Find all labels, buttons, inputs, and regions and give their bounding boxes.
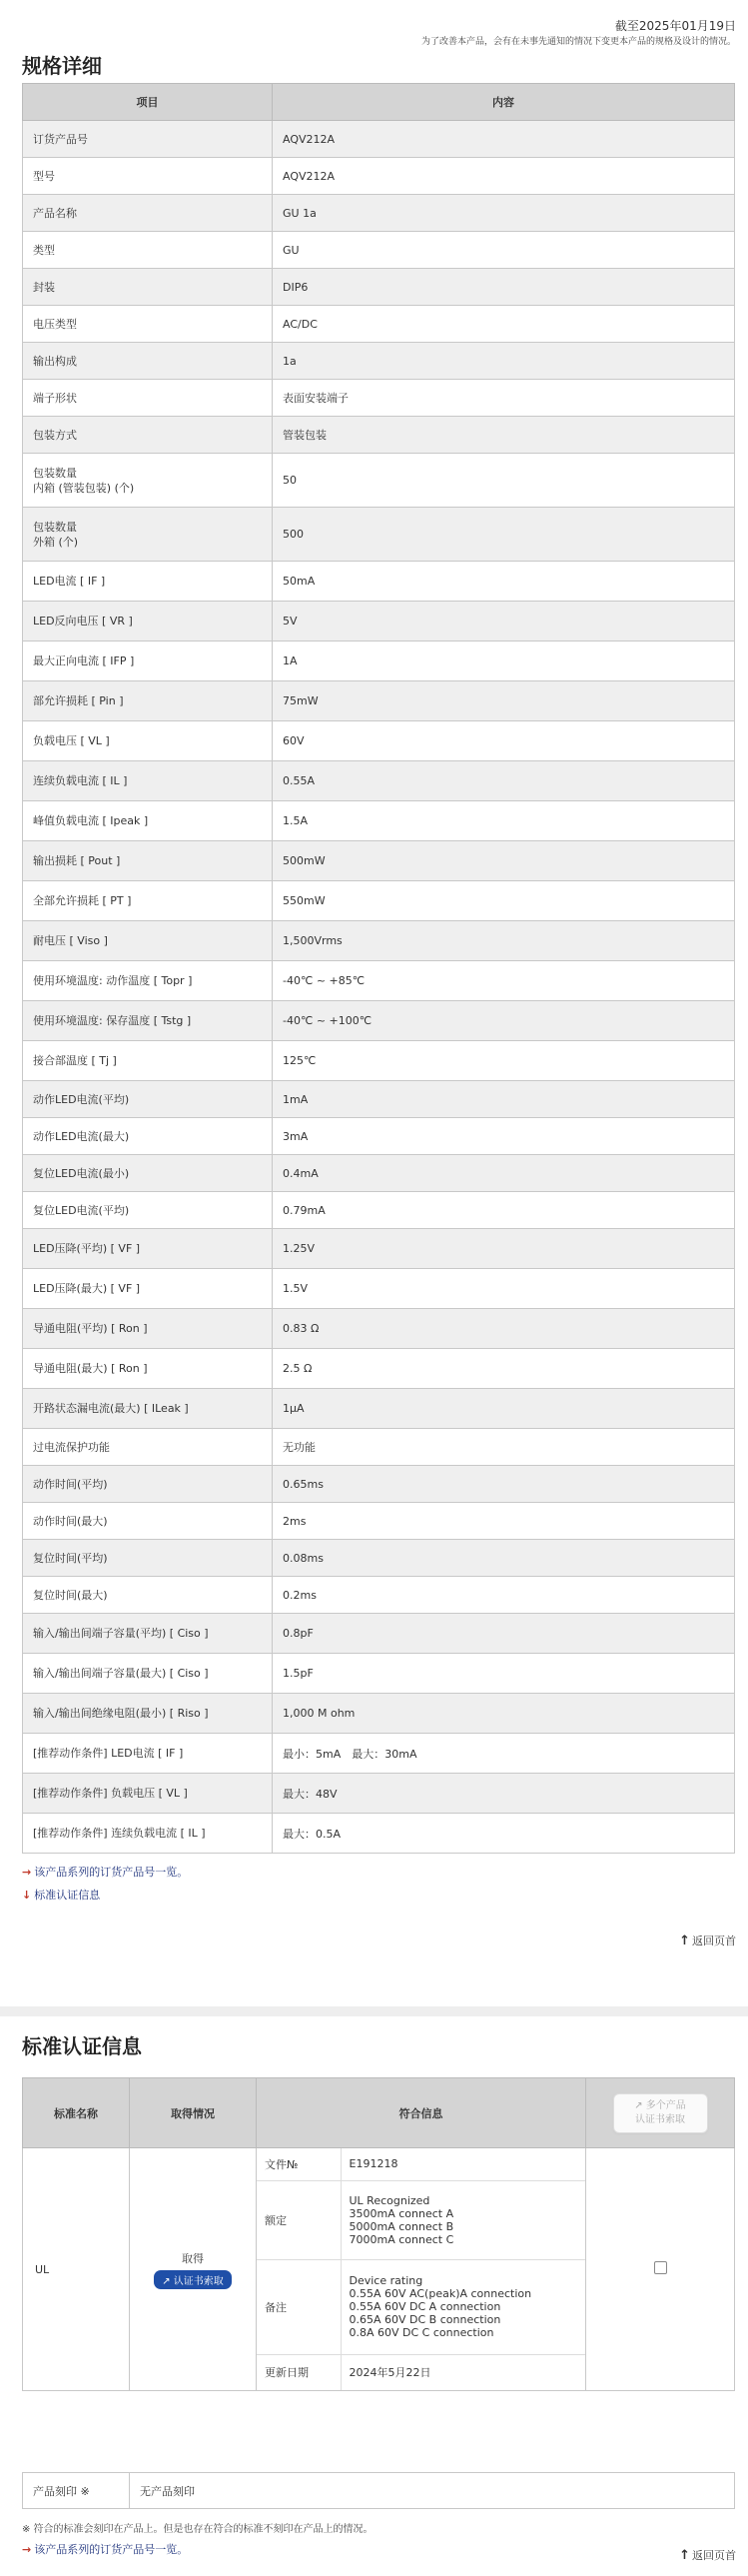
spec-value: AQV212A bbox=[273, 158, 735, 195]
spec-row bbox=[23, 454, 735, 508]
spec-row bbox=[23, 1734, 735, 1774]
spec-value: 无功能 bbox=[273, 1429, 735, 1466]
col-header-multi bbox=[586, 2078, 735, 2148]
spec-label: 使用环境温度: 动作温度 [ Topr ] bbox=[23, 961, 273, 1001]
arrow-down-icon: ↓ bbox=[22, 1889, 32, 1902]
spec-label: 使用环境温度: 保存温度 [ Tstg ] bbox=[23, 1001, 273, 1041]
spec-value: 1mA bbox=[273, 1081, 735, 1118]
series-list-link-2[interactable]: → 该产品系列的订货产品号一览。 bbox=[22, 2543, 189, 2556]
spec-row bbox=[23, 1081, 735, 1118]
spec-row bbox=[23, 1694, 735, 1734]
spec-label: 动作时间(平均) bbox=[23, 1466, 273, 1503]
spec-value: 0.55A bbox=[273, 761, 735, 801]
spec-label: 包装方式 bbox=[23, 417, 273, 454]
spec-value: AQV212A bbox=[273, 121, 735, 158]
spec-value: 75mW bbox=[273, 681, 735, 721]
stamp-value: 无产品刻印 bbox=[130, 2473, 735, 2509]
spec-label: 类型 bbox=[23, 232, 273, 269]
spec-row bbox=[23, 1155, 735, 1192]
spec-label: 开路状态漏电流(最大) [ ILeak ] bbox=[23, 1389, 273, 1429]
spec-label: 包装数量 外箱 (个) bbox=[23, 508, 273, 562]
spec-label: LED压降(平均) [ VF ] bbox=[23, 1229, 273, 1269]
spec-value: 3mA bbox=[273, 1118, 735, 1155]
spec-row bbox=[23, 1774, 735, 1814]
spec-row bbox=[23, 921, 735, 961]
spec-value: 1.5pF bbox=[273, 1654, 735, 1694]
spec-row bbox=[23, 1577, 735, 1614]
arrow-up-icon: ↑ bbox=[679, 2548, 690, 2563]
cert-title: 标准认证信息 bbox=[22, 2034, 142, 2058]
spec-label: 峰值负载电流 [ Ipeak ] bbox=[23, 801, 273, 841]
spec-row bbox=[23, 681, 735, 721]
spec-label: 产品名称 bbox=[23, 195, 273, 232]
spec-row bbox=[23, 1429, 735, 1466]
spec-row bbox=[23, 1389, 735, 1429]
spec-row bbox=[23, 380, 735, 417]
spec-label: 订货产品号 bbox=[23, 121, 273, 158]
spec-label: 输出构成 bbox=[23, 343, 273, 380]
spec-value: 50 bbox=[273, 454, 735, 508]
spec-value: 2.5 Ω bbox=[273, 1349, 735, 1389]
rating-label: 额定 bbox=[257, 2180, 341, 2259]
spec-row bbox=[23, 232, 735, 269]
stamp-footnote: ※ 符合的标准会刻印在产品上。但是也存在符合的标准不刻印在产品上的情况。 bbox=[22, 2524, 374, 2535]
spec-label: 输入/输出间绝缘电阻(最小) [ Riso ] bbox=[23, 1694, 273, 1734]
spec-row bbox=[23, 1192, 735, 1229]
spec-row bbox=[23, 269, 735, 306]
spec-value: DIP6 bbox=[273, 269, 735, 306]
spec-label: 动作LED电流(最大) bbox=[23, 1118, 273, 1155]
spec-label: 负载电压 [ VL ] bbox=[23, 721, 273, 761]
spec-row bbox=[23, 1269, 735, 1309]
spec-label: 接合部温度 [ Tj ] bbox=[23, 1041, 273, 1081]
spec-value: 0.4mA bbox=[273, 1155, 735, 1192]
spec-label: 输入/输出间端子容量(平均) [ Ciso ] bbox=[23, 1614, 273, 1654]
spec-row bbox=[23, 881, 735, 921]
spec-value: 125℃ bbox=[273, 1041, 735, 1081]
cert-table bbox=[22, 2077, 735, 2391]
spec-value: 1.25V bbox=[273, 1229, 735, 1269]
stamp-label: 产品刻印 ※ bbox=[23, 2473, 130, 2509]
spec-row bbox=[23, 417, 735, 454]
spec-label: 输入/输出间端子容量(最大) [ Ciso ] bbox=[23, 1654, 273, 1694]
spec-label: 部允许损耗 [ Pin ] bbox=[23, 681, 273, 721]
col-header-standard: 标准名称 bbox=[23, 2078, 130, 2148]
spec-value: 0.2ms bbox=[273, 1577, 735, 1614]
spec-label: [推荐动作条件] 连续负载电流 [ IL ] bbox=[23, 1814, 273, 1854]
col-header-status: 取得情况 bbox=[130, 2078, 257, 2148]
spec-label: 输出损耗 [ Pout ] bbox=[23, 841, 273, 881]
spec-row bbox=[23, 1041, 735, 1081]
spec-row bbox=[23, 343, 735, 380]
col-header-info: 符合信息 bbox=[257, 2078, 586, 2148]
spec-value: -40℃ ~ +100℃ bbox=[273, 1001, 735, 1041]
spec-value: GU bbox=[273, 232, 735, 269]
spec-row bbox=[23, 961, 735, 1001]
as-of-date: 截至2025年01月19日 bbox=[614, 19, 736, 33]
spec-change-notice: 为了改善本产品，会有在未事先通知的情况下变更本产品的规格及设计的情况。 bbox=[420, 37, 736, 47]
spec-row bbox=[23, 1466, 735, 1503]
spec-value: 1a bbox=[273, 343, 735, 380]
spec-row bbox=[23, 1349, 735, 1389]
status-cell bbox=[130, 2148, 257, 2391]
spec-row bbox=[23, 195, 735, 232]
spec-value: 0.08ms bbox=[273, 1540, 735, 1577]
spec-value: 1.5V bbox=[273, 1269, 735, 1309]
file-label: 文件№ bbox=[257, 2148, 341, 2180]
spec-row bbox=[23, 562, 735, 602]
spec-table bbox=[22, 83, 735, 1854]
spec-label: LED压降(最大) [ VF ] bbox=[23, 1269, 273, 1309]
select-checkbox[interactable] bbox=[654, 2261, 667, 2274]
spec-label: 包装数量 内箱 (管装包装) (个) bbox=[23, 454, 273, 508]
stamp-table bbox=[22, 2472, 735, 2509]
spec-value: 表面安装端子 bbox=[273, 380, 735, 417]
spec-row bbox=[23, 508, 735, 562]
spec-row bbox=[23, 1814, 735, 1854]
spec-row bbox=[23, 121, 735, 158]
spec-label: 复位LED电流(最小) bbox=[23, 1155, 273, 1192]
spec-label: [推荐动作条件] LED电流 [ IF ] bbox=[23, 1734, 273, 1774]
spec-label: 动作时间(最大) bbox=[23, 1503, 273, 1540]
status-text: 取得 bbox=[182, 2251, 204, 2265]
spec-row bbox=[23, 1309, 735, 1349]
cert-panel bbox=[0, 2016, 748, 2576]
multi-cert-request-button[interactable] bbox=[613, 2093, 708, 2133]
spec-label: 动作LED电流(平均) bbox=[23, 1081, 273, 1118]
spec-label: 过电流保护功能 bbox=[23, 1429, 273, 1466]
spec-row bbox=[23, 761, 735, 801]
spec-label: 全部允许损耗 [ PT ] bbox=[23, 881, 273, 921]
external-link-icon: ↗ bbox=[162, 2275, 174, 2287]
spec-value: 最小：5mA 最大：30mA bbox=[273, 1734, 735, 1774]
spec-value: 管装包装 bbox=[273, 417, 735, 454]
arrow-right-icon: → bbox=[22, 2543, 32, 2556]
spec-label: 连续负载电流 [ IL ] bbox=[23, 761, 273, 801]
external-link-icon: ↗ bbox=[634, 2099, 643, 2111]
spec-value: 550mW bbox=[273, 881, 735, 921]
spec-row bbox=[23, 841, 735, 881]
spec-value: 1μA bbox=[273, 1389, 735, 1429]
spec-label: 端子形状 bbox=[23, 380, 273, 417]
remarks-label: 备注 bbox=[257, 2259, 341, 2354]
spec-row bbox=[23, 1654, 735, 1694]
spec-label: 封装 bbox=[23, 269, 273, 306]
spec-row bbox=[23, 1001, 735, 1041]
spec-value: 最大：48V bbox=[273, 1774, 735, 1814]
spec-value: 2ms bbox=[273, 1503, 735, 1540]
multi-cert-request-label: 多个产品 认证书索取 bbox=[635, 2099, 686, 2125]
series-list-link[interactable]: → 该产品系列的订货产品号一览。 bbox=[22, 1866, 189, 1879]
col-header-content: 内容 bbox=[273, 84, 735, 121]
updated-value: 2024年5月22日 bbox=[349, 2366, 431, 2380]
cert-request-button[interactable]: ↗ 认证书索取 bbox=[154, 2270, 232, 2289]
spec-row bbox=[23, 158, 735, 195]
spec-value: 1.5A bbox=[273, 801, 735, 841]
back-to-top-link-2[interactable]: ↑ 返回页首 bbox=[679, 2548, 736, 2563]
info-table bbox=[257, 2148, 585, 2390]
spec-label: LED反向电压 [ VR ] bbox=[23, 602, 273, 642]
spec-value: 1,000 M ohm bbox=[273, 1694, 735, 1734]
spec-value: 0.83 Ω bbox=[273, 1309, 735, 1349]
cert-info-link[interactable]: ↓ 标准认证信息 bbox=[22, 1889, 101, 1902]
select-cell bbox=[586, 2148, 735, 2391]
spec-title: 规格详细 bbox=[22, 54, 102, 78]
spec-value: 1A bbox=[273, 642, 735, 681]
back-to-top-link[interactable]: ↑ 返回页首 bbox=[679, 1933, 736, 1948]
spec-label: 导通电阻(平均) [ Ron ] bbox=[23, 1309, 273, 1349]
spec-value: -40℃ ~ +85℃ bbox=[273, 961, 735, 1001]
spec-row bbox=[23, 801, 735, 841]
spec-label: 复位LED电流(平均) bbox=[23, 1192, 273, 1229]
spec-value: 60V bbox=[273, 721, 735, 761]
spec-value: 50mA bbox=[273, 562, 735, 602]
spec-row bbox=[23, 1118, 735, 1155]
spec-label: 最大正向电流 [ IFP ] bbox=[23, 642, 273, 681]
spec-label: 电压类型 bbox=[23, 306, 273, 343]
updated-label: 更新日期 bbox=[257, 2354, 341, 2390]
spec-value: 1,500Vrms bbox=[273, 921, 735, 961]
cert-row bbox=[23, 2148, 735, 2391]
arrow-right-icon: → bbox=[22, 1866, 32, 1879]
spec-label: 耐电压 [ Viso ] bbox=[23, 921, 273, 961]
spec-row bbox=[23, 642, 735, 681]
spec-value: 500mW bbox=[273, 841, 735, 881]
remarks-value: Device rating 0.55A 60V AC(peak)A connection 0.55A 60V DC A connection 0.65A 60V DC B connection 0.8A 60V DC C connection bbox=[341, 2259, 585, 2354]
spec-value: 最大：0.5A bbox=[273, 1814, 735, 1854]
spec-label: 复位时间(平均) bbox=[23, 1540, 273, 1577]
spec-value: 500 bbox=[273, 508, 735, 562]
spec-value: GU 1a bbox=[273, 195, 735, 232]
spec-label: 复位时间(最大) bbox=[23, 1577, 273, 1614]
spec-value: 0.65ms bbox=[273, 1466, 735, 1503]
spec-row bbox=[23, 1614, 735, 1654]
spec-row bbox=[23, 306, 735, 343]
arrow-up-icon: ↑ bbox=[679, 1933, 690, 1948]
spec-value: AC/DC bbox=[273, 306, 735, 343]
spec-label: [推荐动作条件] 负载电压 [ VL ] bbox=[23, 1774, 273, 1814]
spec-label: LED电流 [ IF ] bbox=[23, 562, 273, 602]
spec-value: 0.79mA bbox=[273, 1192, 735, 1229]
rating-value: UL Recognized 3500mA connect A 5000mA connect B 7000mA connect C bbox=[341, 2180, 585, 2259]
col-header-item: 项目 bbox=[23, 84, 273, 121]
spec-row bbox=[23, 1503, 735, 1540]
spec-row bbox=[23, 1229, 735, 1269]
spec-row bbox=[23, 721, 735, 761]
spec-label: 导通电阻(最大) [ Ron ] bbox=[23, 1349, 273, 1389]
info-cell bbox=[257, 2148, 586, 2391]
spec-value: 5V bbox=[273, 602, 735, 642]
file-value: E191218 bbox=[341, 2148, 585, 2180]
standard-name: UL bbox=[23, 2148, 130, 2391]
spec-value: 0.8pF bbox=[273, 1614, 735, 1654]
spec-row bbox=[23, 1540, 735, 1577]
spec-row bbox=[23, 602, 735, 642]
spec-label: 型号 bbox=[23, 158, 273, 195]
